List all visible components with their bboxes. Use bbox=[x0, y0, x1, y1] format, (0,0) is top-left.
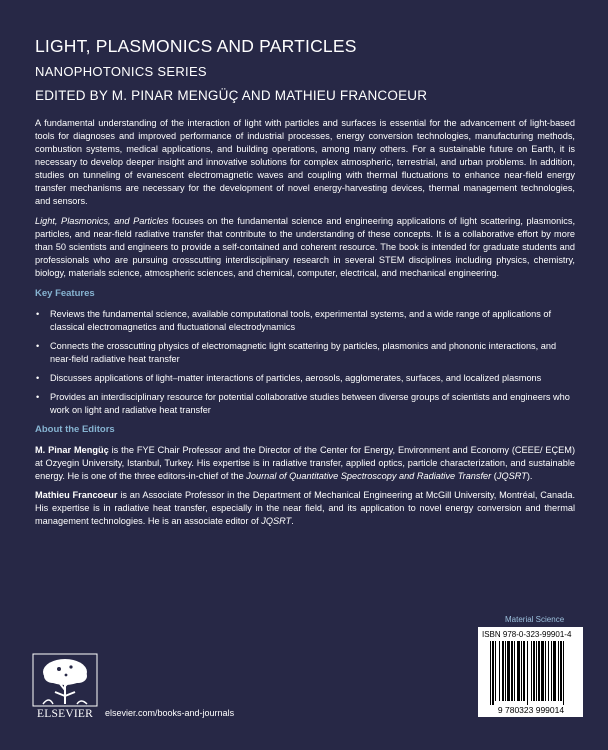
isbn-barcode bbox=[478, 627, 583, 717]
editor-name-2: Mathieu Francoeur bbox=[35, 490, 118, 500]
editors-line: EDITED BY M. PINAR MENGÜÇ AND MATHIEU FRANCOEUR bbox=[35, 88, 428, 103]
key-feature-item: • Connects the crosscutting physics of electromagnetic light scattering by particles, plasmonics and phononic interactions, and near-field radiative heat transfer bbox=[35, 340, 575, 366]
description-paragraph-2-text: focuses on the fundamental science and engineering applications of light scattering, plasmonics, particles, and near-field radiative transfer that contribute to the understanding of these concepts. It is a collaborative effort by more than 50 scientists and engineers to provide a self-contained and coherent resource. The book is intended for graduate students and professionals who are pursuing crosscutting interdisciplinary research in several STEM disciplines including physics, chemistry, biology, materials science, atmospheric sciences, and chemical, computer, electrical, and mechanical engineering. bbox=[35, 216, 575, 278]
description-paragraph-2 bbox=[35, 215, 575, 280]
sentence-end: . bbox=[291, 516, 294, 526]
key-feature-item: • Reviews the fundamental science, available computational tools, experimental systems, and a wide range of applications of classical electromagnetics and fluctuational electrodynamics bbox=[35, 308, 575, 334]
journal-abbr: JQSRT bbox=[261, 516, 292, 526]
elsevier-logo bbox=[31, 652, 99, 724]
elsevier-wordmark: ELSEVIER bbox=[37, 708, 93, 720]
key-feature-item: • Discusses applications of light–matter interactions of particles, aerosols, agglomerates, surfaces, and localized plasmons bbox=[35, 372, 575, 385]
book-title: LIGHT, PLASMONICS AND PARTICLES bbox=[35, 36, 357, 56]
barcode-icon bbox=[488, 641, 574, 715]
editor-bio-2-text: is an Associate Professor in the Department of Mechanical Engineering at McGill University, Montréal, Canada. His expertise is in radiative heat transfer, especially in the near field, and its application to novel energy conversion and thermal management technologies. He is an associate editor of bbox=[35, 490, 575, 526]
tree-icon bbox=[31, 652, 99, 708]
back-cover-content bbox=[35, 117, 575, 534]
journal-abbr: JQSRT bbox=[496, 471, 527, 481]
key-features-heading: Key Features bbox=[35, 288, 95, 299]
book-title-italic: Light, Plasmonics, and Particles bbox=[35, 216, 169, 226]
editor-name-1: M. Pinar Mengüç bbox=[35, 445, 109, 455]
description-paragraph-1: A fundamental understanding of the interaction of light with particles and surfaces is essential for the advancement of light-based tools for diagnoses and improved performance of industrial processes, energy conversion technologies, manufacturing methods, combustion systems, medical applications, and building operations, among many others. For a sustainable future on Earth, it is necessary to develop deeper insight and innovative solutions for complex atmospheric, terrestrial, and urban problems. In addition, studies on tunneling of evanescent electromagnetic waves and coupling with thermal fluctuations to enhance near-field energy transfer mechanisms are necessary for the development of novel energy-harvesting devices, thermal management technologies, and sensors. bbox=[35, 118, 575, 206]
isbn-number: ISBN 978-0-323-99901-4 bbox=[482, 630, 572, 639]
editor-bio-1 bbox=[35, 444, 575, 483]
paren-close: ). bbox=[526, 471, 533, 481]
key-feature-item: • Provides an interdisciplinary resource for potential collaborative studies between diverse groups of scientists and engineers who work on light and radiative heat transfer bbox=[35, 391, 575, 417]
series-name: NANOPHOTONICS SERIES bbox=[35, 64, 207, 79]
publisher-url[interactable]: elsevier.com/books-and-journals bbox=[105, 708, 235, 718]
subject-category: Material Science bbox=[505, 615, 565, 624]
barcode-digits: 9 780323 999014 bbox=[497, 705, 565, 715]
about-editors-heading: About the Editors bbox=[35, 424, 115, 435]
editor-bio-1-text: is the FYE Chair Professor and the Director of the Center for Energy, Environment and Economy (CEEE/ EÇEM) at Ozyegin University, Istanbul, Turkey. His expertise is in radiative transfer, applied optics, particle characterization, and sustainable energy. He is one of the three editors-in-chief of the bbox=[35, 445, 576, 481]
key-features-list bbox=[35, 308, 575, 417]
paren-open: ( bbox=[491, 471, 497, 481]
editor-bio-2 bbox=[35, 489, 575, 528]
journal-name: Journal of Quantitative Spectroscopy and Radiative Transfer bbox=[246, 471, 492, 481]
